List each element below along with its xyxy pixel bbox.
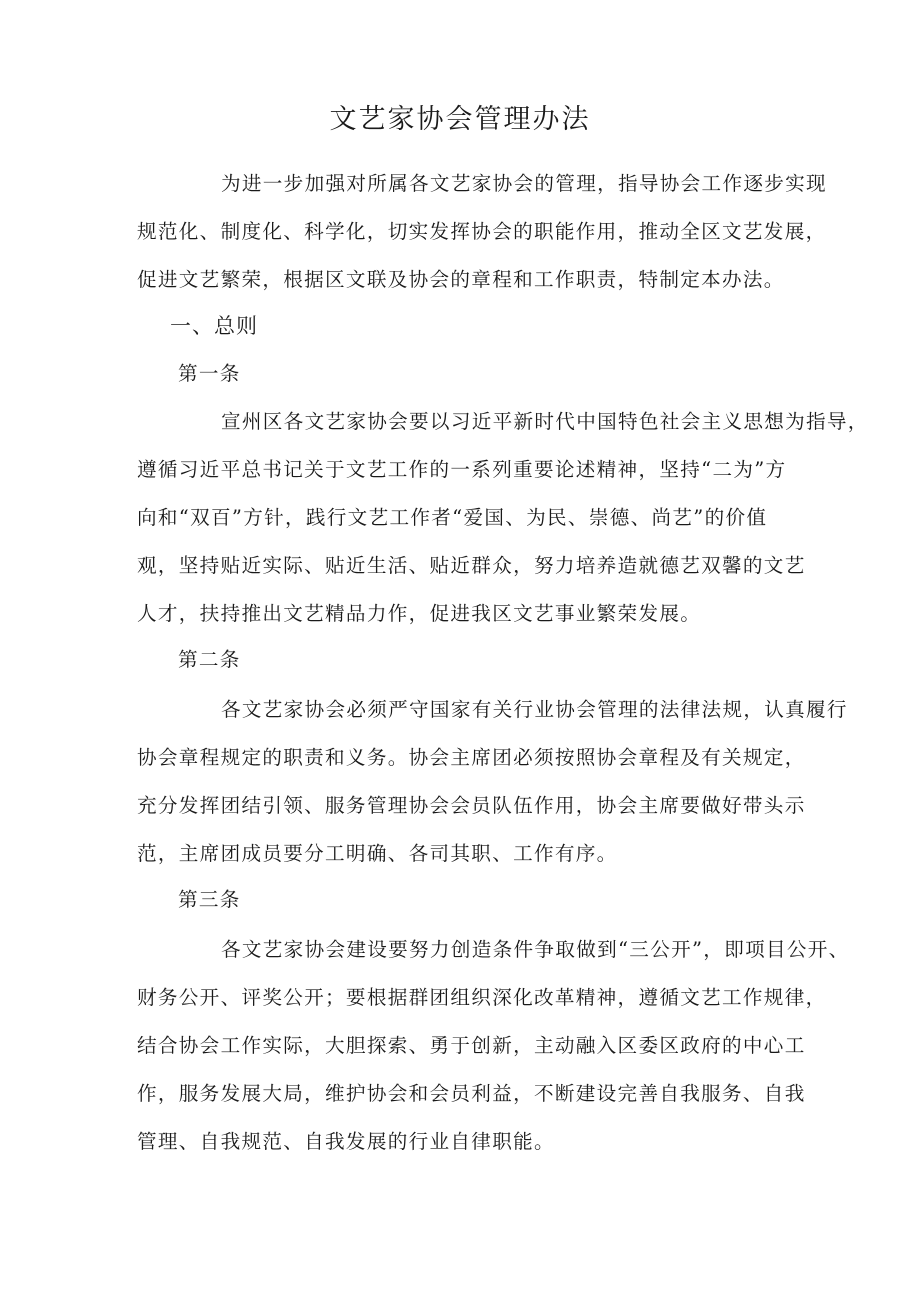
article-line: 各文艺家协会建设要努力创造条件争取做到“三公开”，即项目公开、 (221, 938, 850, 961)
article-line: 宣州区各文艺家协会要以习近平新时代中国特色社会主义思想为指导， (221, 410, 869, 433)
article-line: 协会章程规定的职责和义务。协会主席团必须按照协会章程及有关规定， (137, 746, 806, 769)
article-label: 第一条 (178, 362, 241, 385)
article-line: 范，主席团成员要分工明确、各司其职、工作有序。 (137, 842, 618, 865)
article-line: 遵循习近平总书记关于文艺工作的一系列重要论述精神，坚持“二为”方 (137, 458, 787, 481)
intro-line: 促进文艺繁荣，根据区文联及协会的章程和工作职责，特制定本办法。 (137, 268, 785, 291)
intro-line: 规范化、制度化、科学化，切实发挥协会的职能作用，推动全区文艺发展， (137, 220, 827, 243)
section-heading: 一、总则 (170, 314, 258, 338)
article-line: 充分发挥团结引领、服务管理协会会员队伍作用，协会主席要做好带头示 (137, 794, 806, 817)
article-label: 第三条 (178, 888, 241, 911)
article-label: 第二条 (178, 648, 241, 671)
article-line: 各文艺家协会必须严守国家有关行业协会管理的法律法规，认真履行 (221, 698, 848, 721)
article-line: 结合协会工作实际，大胆探索、勇于创新，主动融入区委区政府的中心工 (137, 1034, 806, 1057)
article-line: 人才，扶持推出文艺精品力作，促进我区文艺事业繁荣发展。 (137, 602, 702, 625)
article-line: 作，服务发展大局，维护协会和会员利益，不断建设完善自我服务、自我 (137, 1082, 806, 1105)
article-line: 向和“双百”方针，践行文艺工作者“爱国、为民、崇德、尚艺”的价值 (137, 506, 768, 529)
intro-paragraph (137, 160, 827, 304)
article-paragraph (137, 398, 869, 638)
intro-line: 为进一步加强对所属各文艺家协会的管理，指导协会工作逐步实现 (221, 172, 827, 195)
article-paragraph (137, 686, 848, 878)
document-title: 文艺家协会管理办法 (329, 104, 591, 135)
article-line: 财务公开、评奖公开；要根据群团组织深化改革精神，遵循文艺工作规律， (137, 986, 827, 1009)
article-line: 管理、自我规范、自我发展的行业自律职能。 (137, 1130, 555, 1153)
article-line: 观，坚持贴近实际、贴近生活、贴近群众，努力培养造就德艺双馨的文艺 (137, 554, 806, 577)
article-paragraph (137, 926, 850, 1166)
